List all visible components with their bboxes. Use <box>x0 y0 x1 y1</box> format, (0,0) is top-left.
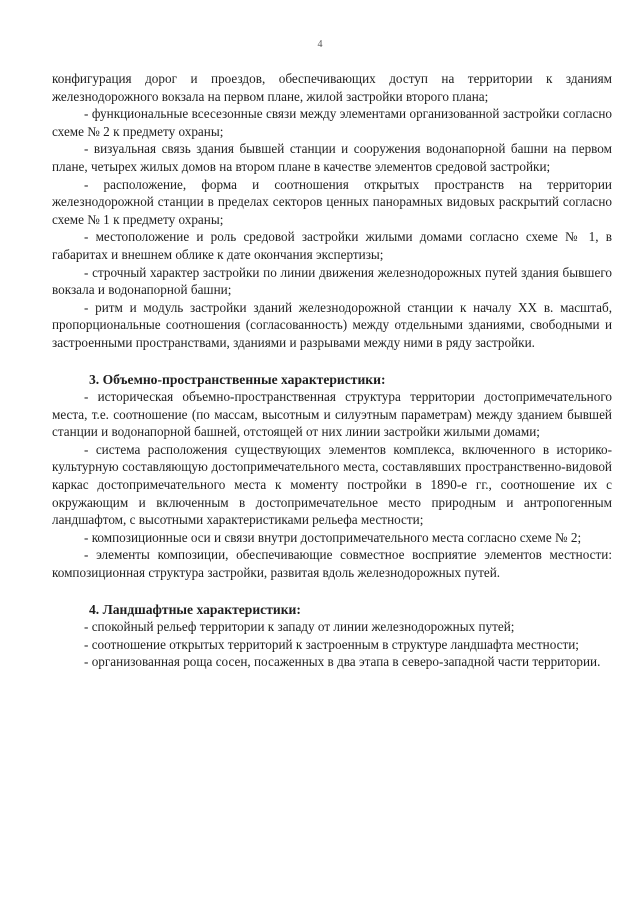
document-body <box>52 70 612 671</box>
list-item: - ритм и модуль застройки зданий железнодорожной станции к началу XX в. масштаб, пропорциональные соотношения (согласованность) между отдельными зданиями, свободными и застроенными пространствами, зданиями и разрывами между ними в ряду застройки. <box>52 299 612 350</box>
list-item: - система расположения существующих элементов комплекса, включенного в историко-культурную составляющую достопримечательного места, составлявших пространственно-видовой каркас достопримечательного места к моменту постройки в 1890-е гг., соотношение их с окружающим и включенным в достопримечательное место природным и антропогенным ландшафтом, с высотными характеристиками рельефа местности; <box>52 441 612 528</box>
list-item: - композиционные оси и связи внутри достопримечательного места согласно схеме № 2; <box>84 529 582 545</box>
list-item: - организованная роща сосен, посаженных в два этапа в северо-западной части территории. <box>84 654 601 670</box>
list-item: - соотношение открытых территорий к застроенным в структуре ландшафта местности; <box>84 636 579 652</box>
section-heading-4: 4. Ландшафтные характеристики: <box>89 601 301 617</box>
page-number: 4 <box>317 39 323 50</box>
list-item: - историческая объемно-пространственная структура территории достопримечательного места, т.е. соотношение (по массам, высотным и силуэтным параметрам) между зданием бывшей станции и водонапорной башней, отстоящей от них линии застройки жилыми домами; <box>52 389 612 440</box>
list-item: - спокойный рельеф территории к западу от линии железнодорожных путей; <box>84 619 515 635</box>
section-heading-3: 3. Объемно-пространственные характеристики: <box>89 371 386 387</box>
list-item: - функциональные всесезонные связи между элементами организованной застройки согласно схеме № 2 к предмету охраны; <box>52 106 612 139</box>
list-item: - элементы композиции, обеспечивающие совместное восприятие элементов местности: композиционная структура застройки, развитая вдоль железнодорожных путей. <box>52 547 612 581</box>
list-item: - местоположение и роль средовой застройки жилыми домами согласно схеме № 1, в габаритах и внешнем облике к дате окончания экспертизы; <box>52 229 612 262</box>
list-item: - расположение, форма и соотношения открытых пространств на территории железнодорожной станции в пределах секторов ценных панорамных видовых раскрытий согласно схеме № 1 к предмету охраны; <box>52 176 612 227</box>
paragraph: конфигурация дорог и проездов, обеспечивающих доступ на территории к зданиям железнодорожного вокзала на первом плане, жилой застройки второго плана; <box>52 71 612 104</box>
list-item: - визуальная связь здания бывшей станции и сооружения водонапорной башни на первом плане, четырех жилых домов на втором плане в качестве элементов средовой застройки; <box>52 141 612 174</box>
list-item: - строчный характер застройки по линии движения железнодорожных путей здания бывшего вокзала и водонапорной башни; <box>52 264 612 298</box>
